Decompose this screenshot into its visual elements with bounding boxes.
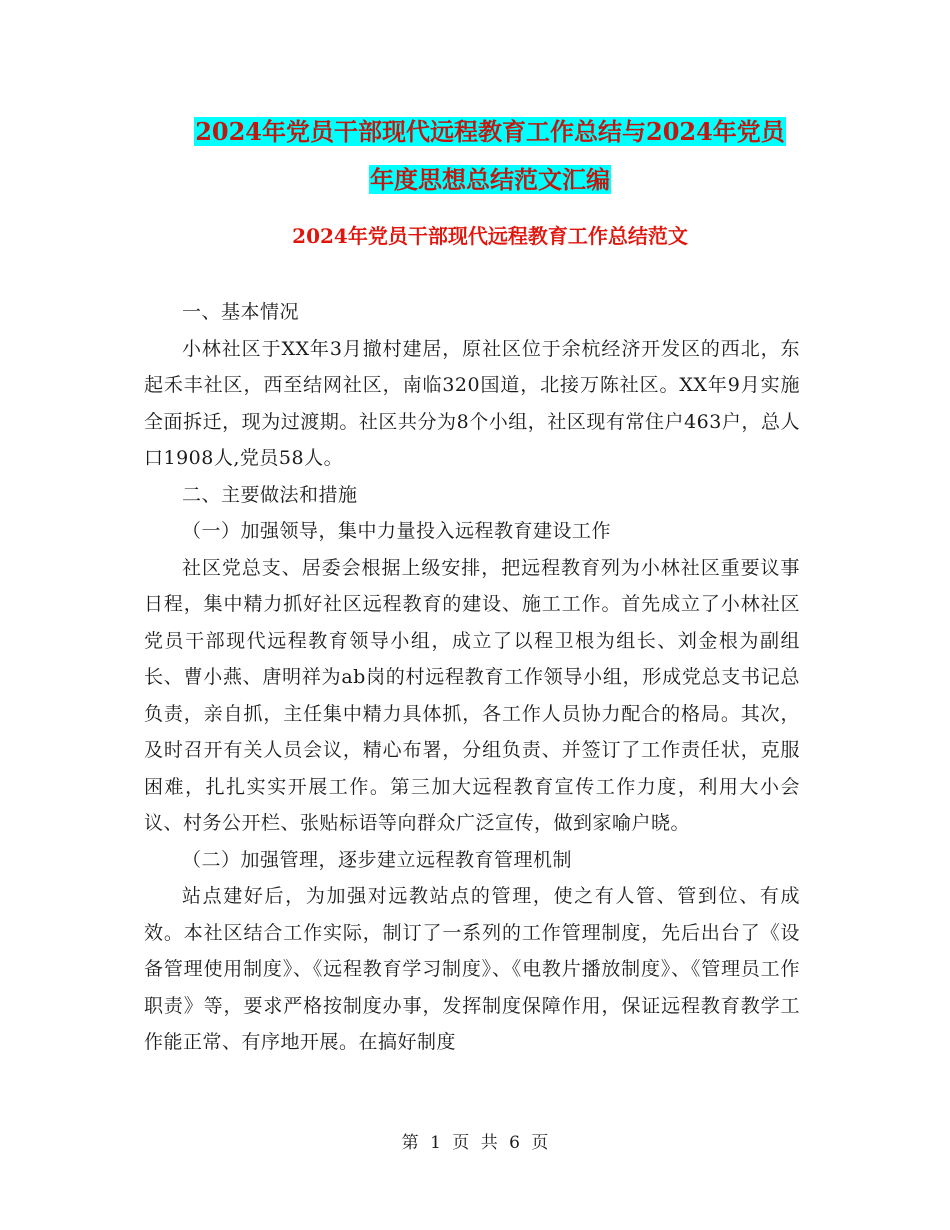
paragraph-management: 站点建好后，为加强对远教站点的管理，使之有人管、管到位、有成效。本社区结合工作实际，制订了一系列的工作管理制度，先后出台了《设备管理使用制度》、《远程教育学习制度》、《电教片播放制度》、《管理员工作职责》等，要求严格按制度办事，发挥制度保障作用，保证远程教育教学工作能正常、有序地开展。在搞好制度 <box>144 885 800 1053</box>
footer-current-page: 1 <box>430 1133 441 1153</box>
subheading-management: （二）加强管理，逐步建立远程教育管理机制 <box>182 848 573 871</box>
document-body <box>144 294 800 1061</box>
subheading-leadership: （一）加强领导，集中力量投入远程教育建设工作 <box>182 520 612 542</box>
heading-basic-situation: 一、基本情况 <box>182 301 300 323</box>
paragraph-leadership: 社区党总支、居委会根据上级安排，把远程教育列为小林社区重要议事日程，集中精力抓好社区远程教育的建设、施工工作。首先成立了小林社区党员干部现代远程教育领导小组，成立了以程卫根为组长、刘金根为副组长、曹小燕、唐明祥为ab岗的村远程教育工作领导小组，形成党总支书记总负责，亲自抓，主任集中精力具体抓，各工作人员协力配合的格局。其次，及时召开有关人员会议，精心布署，分组负责、并签订了工作责任状，克服困难，扎扎实实开展工作。第三加大远程教育宣传工作力度，利用大小会议、村务公开栏、张贴标语等向群众广泛宣传，做到家喻户晓。 <box>144 556 800 834</box>
footer-total-pages: 6 <box>509 1133 520 1153</box>
footer-label-unit: 页 <box>452 1133 470 1153</box>
document-title-line-1: 2024年党员干部现代远程教育工作总结与2024年党员 <box>195 117 785 146</box>
document-title <box>140 108 840 204</box>
heading-main-measures: 二、主要做法和措施 <box>182 483 358 506</box>
paragraph-basic-situation: 小林社区于XX年3月撤村建居，原社区位于余杭经济开发区的西北，东起禾丰社区，西至结网社区，南临320国道，北接万陈社区。XX年9月实施全面拆迁，现为过渡期。社区共分为8个小组，社区现有常住户463户，总人口1908人,党员58人。 <box>144 337 800 469</box>
footer-label-total: 共 <box>480 1133 498 1153</box>
footer-label-unit-2: 页 <box>531 1133 549 1153</box>
document-title-line-2: 年度思想总结范文汇编 <box>370 165 610 194</box>
section-title: 2024年党员干部现代远程教育工作总结范文 <box>292 224 688 248</box>
footer-label-page: 第 <box>401 1133 419 1153</box>
page-footer <box>0 1128 950 1153</box>
